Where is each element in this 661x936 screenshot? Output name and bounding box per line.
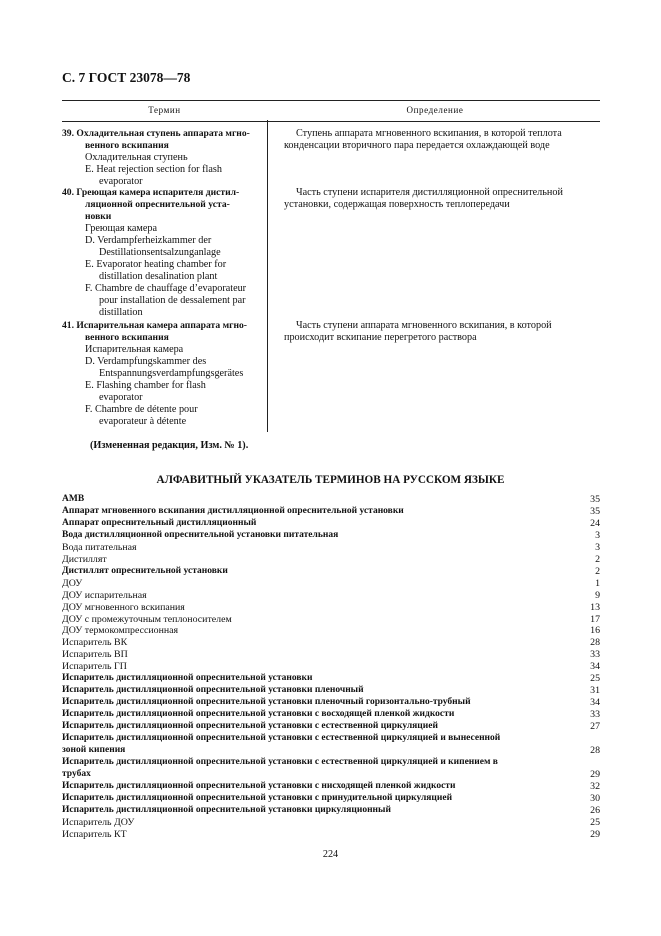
definition-line: Ступень аппарата мгновенного вскипания, в которой теплота: [296, 128, 562, 139]
index-entry-term: Испаритель дистилляционной опреснительной установки с естественной циркуляцией и кипением в: [62, 756, 498, 767]
term-line: D. Verdampferheizkammer der: [85, 235, 212, 246]
index-entry: [62, 709, 600, 721]
index-entry: [62, 829, 600, 841]
index-entry-term: ДОУ: [62, 577, 83, 589]
index-entry-page: 16: [590, 625, 600, 637]
term-line: evaporator: [99, 392, 143, 403]
term-line: ляционной опреснительной уста-: [85, 199, 230, 210]
index-entry-term: Дистиллят: [62, 553, 107, 565]
index-entry-term: Аппарат мгновенного вскипания дистилляционной опреснительной установки: [62, 505, 404, 516]
index-entry-page: 28: [590, 637, 600, 649]
term-line: E. Flashing chamber for flash: [85, 380, 206, 391]
index-entry-page: 13: [590, 601, 600, 613]
term-line: D. Verdampfungskammer des: [85, 356, 207, 367]
index-entry: [62, 566, 600, 578]
index-entry-term: Испаритель дистилляционной опреснительной установки с естественной циркуляцией и вынесенной: [62, 733, 501, 744]
index-entry: [62, 506, 600, 518]
index-entry-term: Испаритель дистилляционной опреснительной установки пленочный: [62, 685, 364, 696]
index-entry-term: Вода дистилляционной опреснительной установки питательная: [62, 529, 339, 540]
term-line: pour installation de dessalement par: [99, 295, 246, 306]
index-entry-page: 25: [590, 673, 600, 685]
column-divider: [267, 120, 268, 432]
index-entry-page: 35: [590, 494, 600, 505]
index-entry-term: Испаритель ВК: [62, 637, 128, 649]
index-entry-term: ДОУ испарительная: [62, 589, 147, 601]
term-entry-39: [62, 128, 267, 188]
index-entry-page: 29: [590, 828, 600, 840]
term-line: венного вскипания: [85, 140, 169, 151]
index-entry-page: 2: [595, 565, 600, 577]
index-entry-page: 35: [590, 505, 600, 517]
index-entry-page: 31: [590, 685, 600, 697]
term-line: Греющая камера: [85, 223, 157, 234]
index-entry-term: зоной кипения: [62, 745, 126, 756]
index-entry-term: Испаритель дистилляционной опреснительной установки пленочный горизонтально-трубный: [62, 697, 471, 708]
index-entry: [62, 530, 600, 542]
index-entry-page: 28: [590, 745, 600, 757]
index-entry: [62, 578, 600, 590]
index-entry-page: 17: [590, 613, 600, 625]
index-entry: [62, 625, 600, 637]
index-entry-term: ДОУ термокомпрессионная: [62, 625, 179, 637]
index-entry: [62, 542, 600, 554]
index-entry-page: 3: [595, 529, 600, 541]
index-entry-term: Испаритель дистилляционной опреснительной установки: [62, 673, 313, 684]
index-entry-page: 9: [595, 589, 600, 601]
term-line: Охладительная ступень: [85, 152, 188, 163]
index-entry: [62, 494, 600, 506]
definition-entry-41: [284, 320, 600, 344]
term-line: evaporateur à détente: [99, 416, 187, 427]
index-entry: [62, 697, 600, 709]
index-entry-term: Испаритель КТ: [62, 828, 127, 840]
term-line: E. Heat rejection section for flash: [85, 164, 222, 175]
index-entry: [62, 590, 600, 602]
amendment-note: (Измененная редакция, Изм. № 1).: [90, 440, 249, 451]
column-header-definition: Определение: [406, 105, 464, 115]
index-entry: [62, 781, 600, 793]
term-line: evaporator: [99, 176, 143, 187]
term-line: E. Evaporator heating chamber for: [85, 259, 227, 270]
definition-line: конденсации вторичного пара передается охлаждающей воде: [284, 140, 550, 151]
term-entry-40: [62, 187, 267, 319]
index-entry-term: Испаритель дистилляционной опреснительной установки с естественной циркуляцией: [62, 721, 438, 732]
index-entry: [62, 602, 600, 614]
definition-entry-40: [284, 187, 600, 211]
index-entry-term: Испаритель дистилляционной опреснительной установки с нисходящей пленкой жидкости: [62, 780, 456, 791]
index-entry-term: Испаритель ДОУ: [62, 816, 135, 828]
index-entry-term: Испаритель дистилляционной опреснительной установки с принудительной циркуляцией: [62, 792, 453, 803]
index-entry: [62, 661, 600, 673]
index-entry-page: 32: [590, 780, 600, 792]
term-entry-41: [62, 320, 267, 428]
term-line: 39. Охладительная ступень аппарата мгно-: [62, 128, 250, 139]
index-entry-page: 33: [590, 709, 600, 721]
index-entry: [62, 817, 600, 829]
definition-line: Часть ступени испарителя дистилляционной опреснительной: [296, 187, 563, 198]
definition-line: установки, содержащая поверхность теплопередачи: [284, 199, 510, 210]
index-entry: [62, 793, 600, 805]
index-entry-page: 30: [590, 792, 600, 804]
definition-line: происходит вскипание перегретого раствора: [284, 332, 477, 343]
definition-line: Часть ступени аппарата мгновенного вскипания, в которой: [296, 320, 552, 331]
index-entry-page: 29: [590, 768, 600, 780]
index-entry-page: 2: [595, 553, 600, 565]
page-number: 224: [322, 849, 339, 860]
term-line: distillation desalination plant: [99, 271, 218, 282]
alphabetical-index: [62, 494, 600, 841]
index-entry-term: АМВ: [62, 494, 85, 504]
index-entry-page: 33: [590, 649, 600, 661]
term-line: F. Chambre de détente pour: [85, 404, 198, 415]
index-entry: [62, 554, 600, 566]
index-entry: [62, 685, 600, 697]
term-line: distillation: [99, 307, 143, 318]
index-entry-term: Вода питательная: [62, 541, 137, 553]
index-entry-term: Дистиллят опреснительной установки: [62, 565, 228, 576]
term-line: 40. Греющая камера испарителя дистил-: [62, 187, 240, 198]
index-entry: [62, 757, 600, 781]
index-entry-term: Аппарат опреснительный дистилляционный: [62, 517, 257, 528]
index-entry-term: Испаритель ВП: [62, 649, 128, 661]
index-entry-page: 24: [590, 517, 600, 529]
index-entry-page: 26: [590, 804, 600, 816]
index-entry-page: 1: [595, 577, 600, 589]
index-entry: [62, 614, 600, 626]
index-title: АЛФАВИТНЫЙ УКАЗАТЕЛЬ ТЕРМИНОВ НА РУССКОМ ЯЗЫКЕ: [156, 474, 505, 486]
index-entry: [62, 721, 600, 733]
index-entry-term: ДОУ мгновенного вскипания: [62, 601, 185, 613]
index-entry-page: 27: [590, 721, 600, 733]
term-line: Entspannungsverdampfungsgerätes: [99, 368, 244, 379]
index-entry-term: Испаритель ГП: [62, 661, 127, 673]
term-line: Испарительная камера: [85, 344, 184, 355]
index-entry-page: 25: [590, 816, 600, 828]
term-line: 41. Испарительная камера аппарата мгно-: [62, 320, 247, 331]
definition-entry-39: [284, 128, 600, 152]
table-header: [62, 100, 600, 122]
index-entry: [62, 673, 600, 685]
index-entry-term: Испаритель дистилляционной опреснительной установки циркуляционный: [62, 804, 391, 815]
index-entry-page: 34: [590, 661, 600, 673]
term-line: F. Chambre de chauffage d’evaporateur: [85, 283, 247, 294]
index-entry: [62, 649, 600, 661]
index-entry-term: трубах: [62, 768, 91, 779]
term-line: новки: [85, 211, 112, 222]
index-entry-term: Испаритель дистилляционной опреснительной установки с восходящей пленкой жидкости: [62, 709, 455, 720]
page-header: С. 7 ГОСТ 23078—78: [62, 70, 191, 85]
term-line: Destillationsentsalzunganlage: [99, 247, 221, 258]
index-entry-term: ДОУ с промежуточным теплоносителем: [62, 613, 232, 625]
index-entry: [62, 805, 600, 817]
index-entry-page: 3: [595, 541, 600, 553]
index-entry: [62, 637, 600, 649]
term-line: венного вскипания: [85, 332, 169, 343]
index-entry-page: 34: [590, 697, 600, 709]
index-entry: [62, 518, 600, 530]
index-entry: [62, 733, 600, 757]
column-header-term: Термин: [148, 105, 181, 115]
